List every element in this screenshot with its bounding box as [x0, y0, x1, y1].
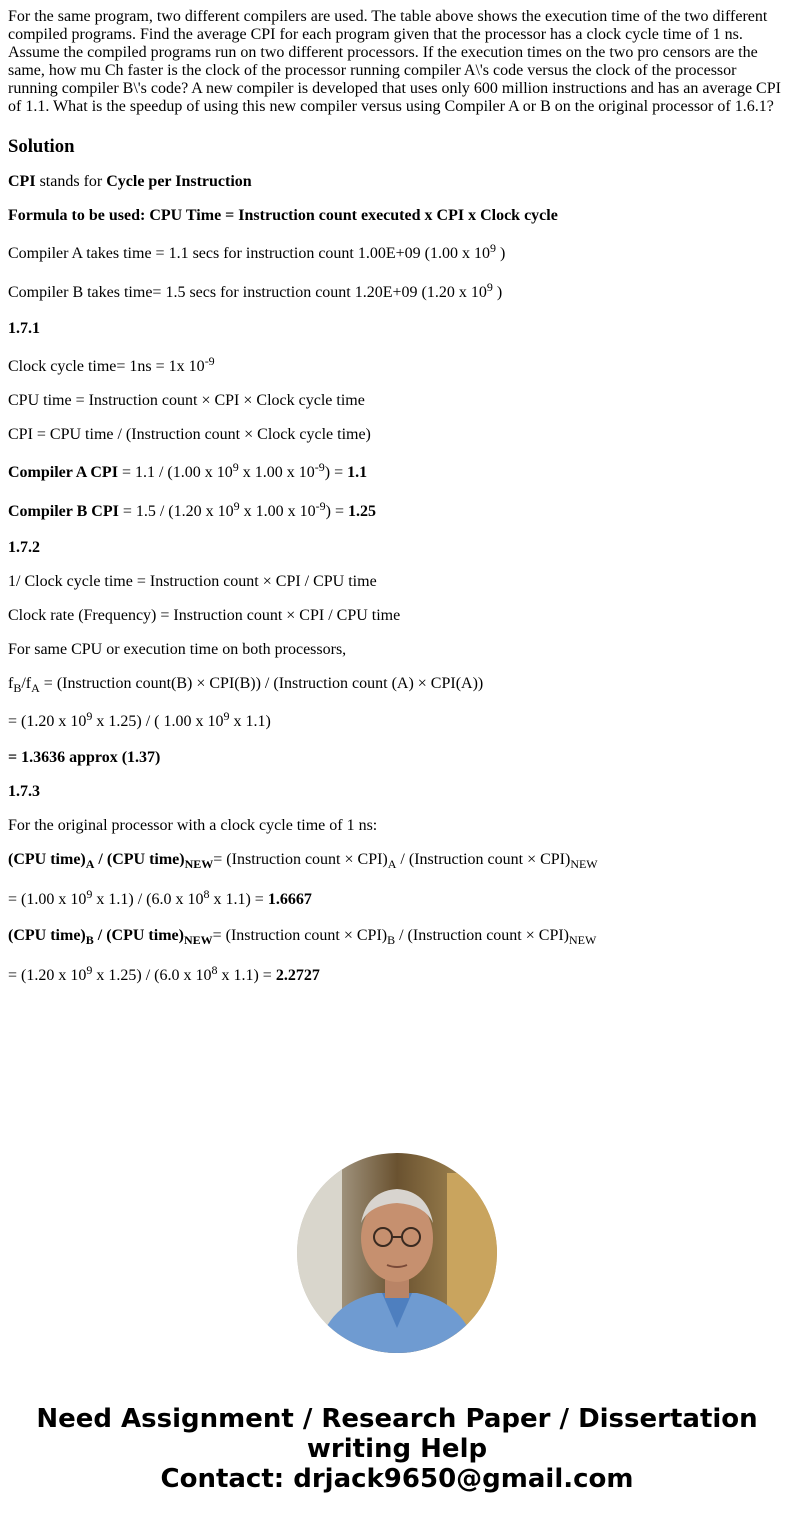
speedup-b-calc: = (1.20 x $10^9$ x 1.25) / (6.0 x $10^8$ x 1.1) = 2.2727 [8, 963, 320, 984]
footer-line-2: writing Help [306, 1434, 488, 1464]
speedup-a-ratio: (CPU $time)_A / (CPU$ $time)_{NEW}=$ (Instruction count × $CPI)_A$ / (Instruction count × $CPI)_{NEW}$ [8, 851, 598, 871]
solution-heading: Solution [8, 136, 75, 157]
cpi-equation: CPI = CPU time / (Instruction count × Clock cycle time) [8, 426, 371, 443]
inverse-clock-equation: 1/ Clock cycle time = Instruction count × CPI / CPU time [8, 573, 377, 590]
clock-cycle-time: Clock cycle time= 1ns = 1x $10^{-9}$ [8, 354, 215, 375]
clock-rate-equation: Clock rate (Frequency) = Instruction count × CPI / CPU time [8, 607, 401, 624]
formula-line: Formula to be used: CPU Time = Instruction count executed x CPI x Clock cycle [8, 207, 558, 224]
cpu-time-equation: CPU time = Instruction count × CPI × Clock cycle time [8, 392, 365, 409]
original-processor-note: For the original processor with a clock cycle time of 1 ns: [8, 817, 378, 834]
compiler-a-cpi: Compiler A CPI = 1.1 / (1.00 x $10^9$ x 1.00 x $10^{-9}) = 1.1$ [8, 460, 368, 481]
section-heading-173: 1.7.3 [8, 783, 40, 800]
same-time-note: For same CPU or execution time on both processors, [8, 641, 347, 658]
solution-content [8, 8, 786, 985]
cpi-definition: CPI stands for Cycle per Instruction [8, 173, 252, 190]
compiler-b-cpi: Compiler B CPI = 1.5 / (1.20 x $10^9$ x 1.00 x $10^{-9}) = 1.25$ [8, 499, 376, 520]
footer-line-1: Need Assignment / Research Paper / Dissertation [36, 1404, 758, 1434]
frequency-ratio: $f_B/f_A$ = (Instruction count(B) × CPI(B)) / (Instruction count (A) × CPI(A)) [8, 675, 484, 695]
frequency-ratio-result: = 1.3636 approx (1.37) [8, 749, 161, 766]
question-text: For the same program, two different compilers are used. The table above shows the execution time of the two different compiled programs. Find the average CPI for each program given that the processor has a clock cycle time of 1 ns. Assume the compiled programs run on two different processors. If the execution times on the two pro censors are the same, how mu Ch faster is the clock of the processor running compiler A\'s code versus the clock of the processor running compiler B\'s code? A new compiler is developed that uses only 600 million instructions and has an average CPI of 1.1. What is the speedup of using this new compiler versus using Compiler A or B on the original processor of 1.6.1? [8, 8, 781, 115]
compiler-a-time: Compiler A takes time = 1.1 secs for instruction count 1.00E+09 (1.00 x $10^9$ ) [8, 241, 506, 262]
footer-contact: Contact: drjack9650@gmail.com [160, 1464, 634, 1494]
section-heading-172: 1.7.2 [8, 539, 40, 556]
section-heading-171: 1.7.1 [8, 320, 40, 337]
speedup-a-calc: = (1.00 x $10^9$ x 1.1) / (6.0 x $10^8$ x 1.1) = 1.6667 [8, 887, 312, 908]
compiler-b-time: Compiler B takes time= 1.5 secs for instruction count 1.20E+09 (1.20 x $10^9$ ) [8, 280, 503, 301]
speedup-b-ratio: (CPU $time)_B / (CPU$ $time)_{NEW}=$ (Instruction count × $CPI)_B$ / (Instruction count × $CPI)_{NEW}$ [8, 927, 597, 947]
frequency-ratio-calc: = (1.20 x $10^9$ x 1.25) / ( 1.00 x $10^9$ x 1.1) [8, 709, 271, 730]
author-avatar [297, 1153, 497, 1353]
footer-banner [0, 1404, 794, 1494]
